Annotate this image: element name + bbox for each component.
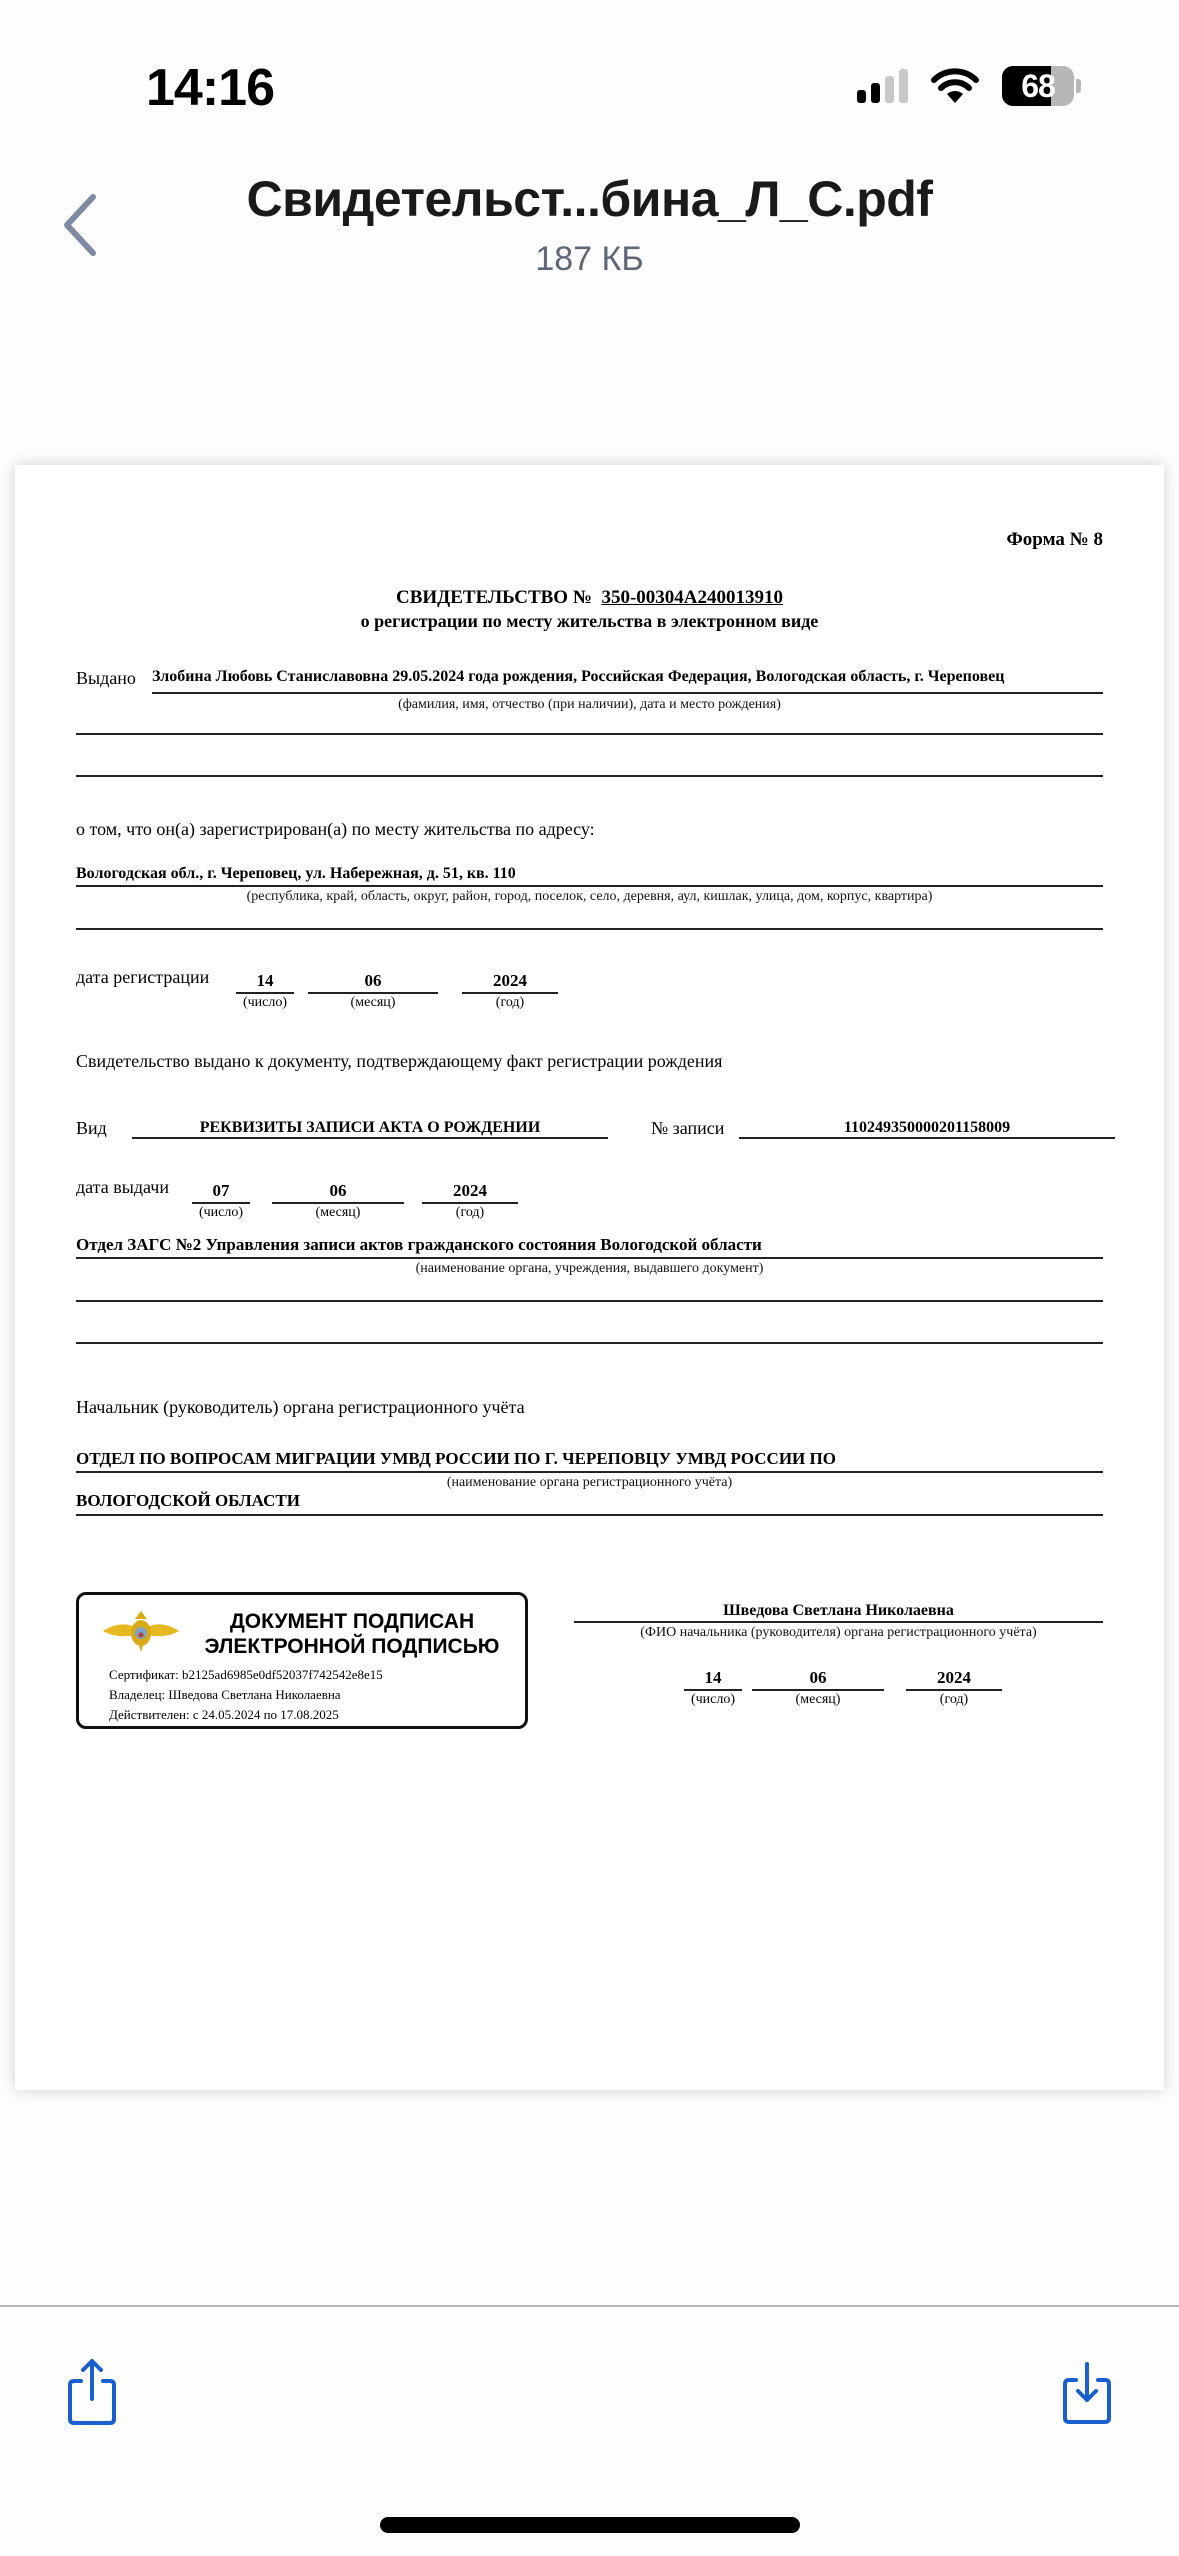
file-size: 187 КБ	[535, 240, 644, 278]
address-hint: (республика, край, область, округ, район, город, поселок, село, деревня, аул, кишлак, улица, дом, корпус, квартира)	[246, 889, 933, 904]
certificate-title	[76, 587, 1103, 609]
certificate-title-prefix: СВИДЕТЕЛЬСТВО №	[395, 587, 592, 608]
status-icons	[857, 64, 1081, 108]
issue-date-label: дата выдачи	[76, 1177, 169, 1197]
stamp-certificate: Сертификат: b2125ad6985e0df52037f742542e8e15	[109, 1667, 383, 1682]
certificate-subtitle: о регистрации по месту жительства в электронном виде	[360, 611, 819, 631]
stamp-validity: Действителен: с 24.05.2024 по 17.08.2025	[109, 1707, 339, 1722]
save-to-files-icon	[1057, 2362, 1117, 2426]
head-name-hint: (ФИО начальника (руководителя) органа регистрационного учёта)	[640, 1625, 1037, 1640]
share-icon	[62, 2355, 122, 2427]
battery-percent: 68	[1021, 67, 1055, 104]
toolbar-divider	[0, 2305, 1179, 2307]
issuing-body: Отдел ЗАГС №2 Управления записи актов гражданского состояния Вологодской области	[76, 1235, 762, 1254]
issued-label: Выдано	[76, 668, 136, 688]
battery-icon	[1002, 66, 1081, 106]
issue-year: 2024 (год)	[422, 1180, 518, 1221]
status-time: 14:16	[146, 59, 274, 117]
kind-label: Вид	[76, 1118, 107, 1138]
double-headed-eagle-emblem-icon	[101, 1607, 181, 1653]
home-indicator[interactable]	[380, 2517, 800, 2533]
reg-body-line2: ВОЛОГОДСКОЙ ОБЛАСТИ	[76, 1491, 300, 1510]
address: Вологодская обл., г. Череповец, ул. Набережная, д. 51, кв. 110	[76, 865, 516, 882]
pdf-page[interactable]	[15, 465, 1164, 2090]
head-name: Шведова Светлана Николаевна	[574, 1601, 1103, 1623]
file-title: Свидетельст...бина_Л_С.pdf	[246, 171, 933, 227]
issued-to: Злобина Любовь Станиславовна 29.05.2024 года рождения, Российская Федерация, Вологодская область, г. Череповец	[152, 668, 1005, 685]
registration-day: 14 (число)	[236, 970, 294, 1011]
registered-text: о том, что он(а) зарегистрирован(а) по месту жительства по адресу:	[76, 819, 595, 839]
reg-body-hint: (наименование органа регистрационного учёта)	[446, 1475, 733, 1490]
head-label: Начальник (руководитель) органа регистрационного учёта	[76, 1397, 525, 1417]
stamp-title: ДОКУМЕНТ ПОДПИСАН ЭЛЕКТРОННОЙ ПОДПИСЬЮ	[204, 1610, 500, 1658]
certificate-number: 350-00304А240013910	[601, 587, 783, 608]
electronic-signature-stamp	[76, 1592, 528, 1729]
cellular-signal-icon	[857, 69, 908, 103]
sign-year: 2024 (год)	[906, 1667, 1002, 1708]
reg-body-line1: ОТДЕЛ ПО ВОПРОСАМ МИГРАЦИИ УМВД РОССИИ ПО Г. ЧЕРЕПОВЦУ УМВД РОССИИ ПО	[76, 1449, 836, 1468]
sign-day: 14 (число)	[684, 1667, 742, 1708]
issue-day: 07 (число)	[192, 1180, 250, 1221]
form-number: Форма № 8	[1006, 529, 1103, 550]
kind-value: РЕКВИЗИТЫ ЗАПИСИ АКТА О РОЖДЕНИИ	[132, 1119, 608, 1139]
basis-text: Свидетельство выдано к документу, подтверждающему факт регистрации рождения	[76, 1051, 723, 1071]
save-to-files-button[interactable]	[1057, 2362, 1117, 2426]
issued-hint: (фамилия, имя, отчество (при наличии), дата и место рождения)	[398, 697, 781, 712]
wifi-icon	[930, 67, 980, 105]
registration-date-label: дата регистрации	[76, 967, 210, 987]
share-button[interactable]	[62, 2355, 122, 2427]
issuing-body-hint: (наименование органа, учреждения, выдавшего документ)	[415, 1261, 764, 1276]
record-value: 110249350000201158009	[739, 1119, 1115, 1139]
stamp-info	[109, 1665, 383, 1725]
registration-year: 2024 (год)	[462, 970, 558, 1011]
issue-month: 06 (месяц)	[272, 1180, 404, 1221]
registration-month: 06 (месяц)	[308, 970, 438, 1011]
sign-month: 06 (месяц)	[752, 1667, 884, 1708]
stamp-owner: Владелец: Шведова Светлана Николаевна	[109, 1687, 341, 1702]
record-label: № записи	[651, 1118, 725, 1138]
